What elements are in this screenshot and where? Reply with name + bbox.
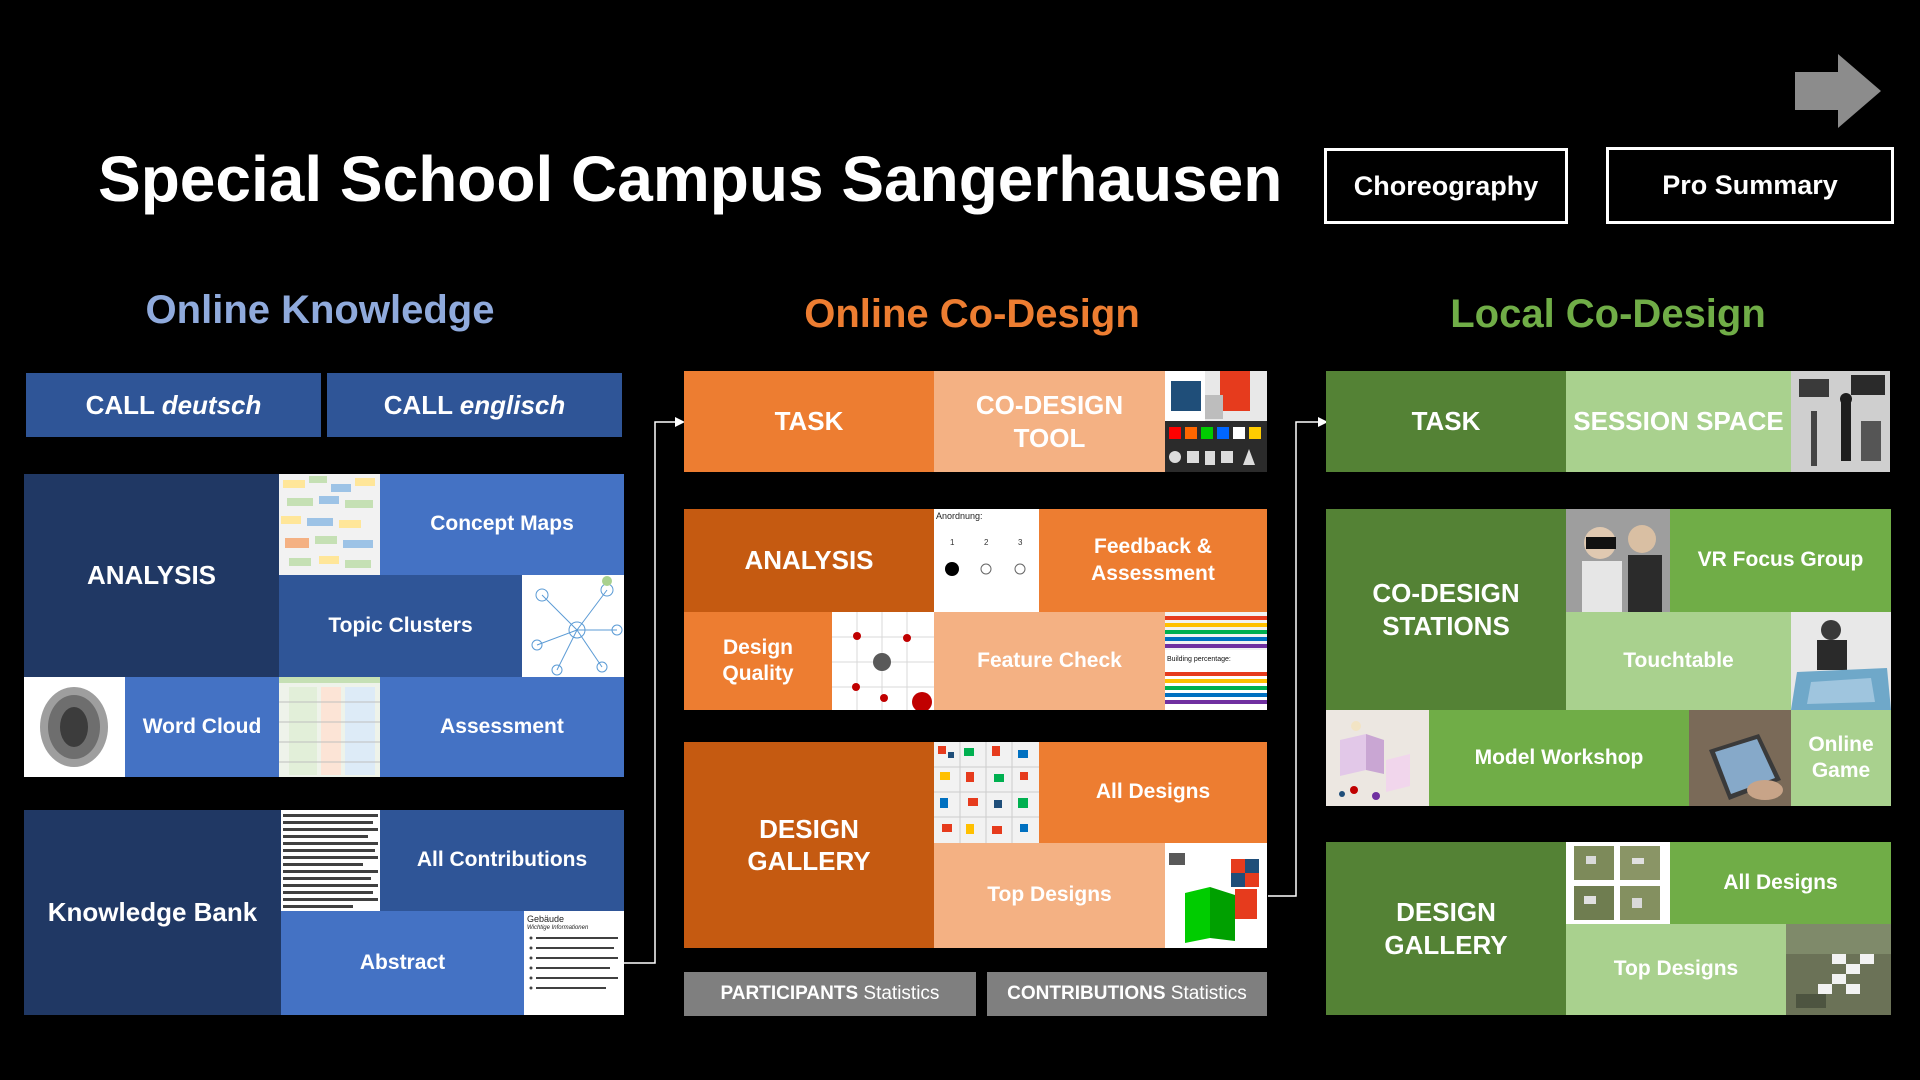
call-deutsch-lang: deutsch	[161, 389, 262, 420]
participants-bold: PARTICIPANTS	[720, 983, 859, 1004]
stations-line2: STATIONS	[1382, 610, 1510, 641]
doc-subheading: Wichtige Informationen	[527, 924, 589, 931]
lc-all-designs-button[interactable]: All Designs	[1670, 842, 1891, 924]
codesign-tool-line2: TOOL	[1013, 422, 1086, 453]
online-codesign-heading: Online Co-Design	[804, 292, 1140, 336]
lc-top-designs-button[interactable]: Top Designs	[1566, 924, 1786, 1015]
codesign-tool-line1: CO-DESIGN	[975, 390, 1124, 420]
design-quality-button[interactable]	[684, 612, 832, 710]
oc-design-gallery-tile[interactable]	[684, 742, 934, 948]
assessment-button[interactable]: Assessment	[380, 677, 624, 777]
feedback-line2: Assessment	[1091, 561, 1215, 585]
lc-design-gallery-tile[interactable]	[1326, 842, 1566, 1015]
doc-heading: Gebäude	[527, 914, 565, 924]
vr-focus-group-button[interactable]: VR Focus Group	[1670, 509, 1891, 612]
contributions-statistics-button[interactable]	[987, 972, 1267, 1016]
call-englisch-lang: englisch	[459, 389, 566, 420]
online-knowledge-heading: Online Knowledge	[145, 288, 495, 332]
designs-grid-thumbnail	[934, 742, 1039, 843]
top-design-3d-thumbnail	[1165, 843, 1267, 948]
concept-map-thumbnail	[279, 474, 380, 575]
call-englisch-prefix: CALL	[383, 389, 460, 420]
online-game-photo	[1689, 710, 1791, 806]
all-contributions-button[interactable]: All Contributions	[380, 810, 624, 911]
contributions-text-thumbnail	[281, 810, 380, 911]
call-englisch-button[interactable]	[327, 373, 622, 437]
codesign-tool-button[interactable]	[934, 371, 1165, 472]
session-space-button[interactable]: SESSION SPACE	[1566, 371, 1791, 472]
oc-all-designs-button[interactable]: All Designs	[1039, 742, 1267, 843]
participants-statistics-button[interactable]	[684, 972, 976, 1016]
oc-top-designs-button[interactable]: Top Designs	[934, 843, 1165, 948]
lc-gallery-line1: DESIGN	[1396, 897, 1496, 927]
oc-gallery-line1: DESIGN	[759, 813, 859, 844]
assessment-table-thumbnail	[279, 677, 380, 777]
pro-summary-button[interactable]: Pro Summary	[1606, 147, 1894, 224]
feature-check-label: Building percentage:	[1167, 656, 1231, 663]
oc-task-button[interactable]: TASK	[684, 371, 934, 472]
feedback-line1: Feedback &	[1094, 535, 1212, 559]
abstract-button[interactable]: Abstract	[281, 911, 524, 1015]
local-codesign-heading: Local Co-Design	[1450, 292, 1766, 336]
top-design-aerial-thumbnail	[1786, 924, 1891, 1015]
word-cloud-thumbnail	[24, 677, 125, 777]
online-game-button[interactable]	[1791, 710, 1891, 806]
feature-check-thumbnail	[1165, 612, 1267, 710]
online-game-line1: Online	[1808, 732, 1874, 756]
contributions-bold: CONTRIBUTIONS	[1007, 983, 1166, 1004]
svg-text:1: 1	[950, 538, 955, 547]
topic-clusters-button[interactable]: Topic Clusters	[279, 575, 522, 677]
call-deutsch-button[interactable]	[26, 373, 321, 437]
anordnung-thumbnail	[934, 509, 1039, 612]
design-quality-line2: Quality	[722, 662, 794, 685]
feature-check-button[interactable]: Feature Check	[934, 612, 1165, 710]
session-space-photo	[1791, 371, 1890, 472]
participants-rest: Statistics	[858, 983, 940, 1004]
model-workshop-photo	[1326, 710, 1429, 806]
touchtable-photo	[1791, 612, 1891, 710]
svg-text:2: 2	[984, 538, 989, 547]
abstract-document-thumbnail	[524, 911, 624, 1015]
anordnung-label: Anordnung:	[936, 511, 983, 521]
choreography-button[interactable]: Choreography	[1324, 148, 1568, 224]
connector-arrow-right	[1266, 410, 1328, 910]
lc-gallery-line2: GALLERY	[1384, 929, 1508, 960]
page-title: Special School Campus Sangerhausen	[98, 143, 1283, 215]
online-game-line2: Game	[1811, 759, 1871, 782]
stations-line1: CO-DESIGN	[1372, 578, 1520, 608]
ok-analysis-tile[interactable]: ANALYSIS	[24, 474, 279, 677]
contributions-rest: Statistics	[1165, 983, 1247, 1004]
arrow-right-icon[interactable]	[1793, 52, 1883, 130]
svg-text:3: 3	[1018, 538, 1023, 547]
oc-analysis-tile[interactable]: ANALYSIS	[684, 509, 934, 612]
design-quality-thumbnail	[832, 612, 934, 710]
codesign-stations-tile[interactable]	[1326, 509, 1566, 710]
concept-maps-button[interactable]: Concept Maps	[380, 474, 624, 575]
lc-task-button[interactable]: TASK	[1326, 371, 1566, 472]
call-deutsch-prefix: CALL	[85, 389, 162, 420]
vr-focus-photo	[1566, 509, 1670, 612]
aerial-grid-thumbnail	[1566, 842, 1670, 924]
oc-gallery-line2: GALLERY	[747, 846, 871, 876]
connector-arrow-left	[620, 410, 685, 970]
model-workshop-button[interactable]: Model Workshop	[1429, 710, 1689, 806]
knowledge-bank-tile[interactable]: Knowledge Bank	[24, 810, 281, 1015]
word-cloud-button[interactable]: Word Cloud	[125, 677, 279, 777]
codesign-tool-thumbnail	[1165, 371, 1267, 472]
design-quality-line1: Design	[722, 635, 793, 659]
feedback-assessment-button[interactable]	[1039, 509, 1267, 612]
touchtable-button[interactable]: Touchtable	[1566, 612, 1791, 710]
topic-cluster-thumbnail	[522, 575, 624, 677]
